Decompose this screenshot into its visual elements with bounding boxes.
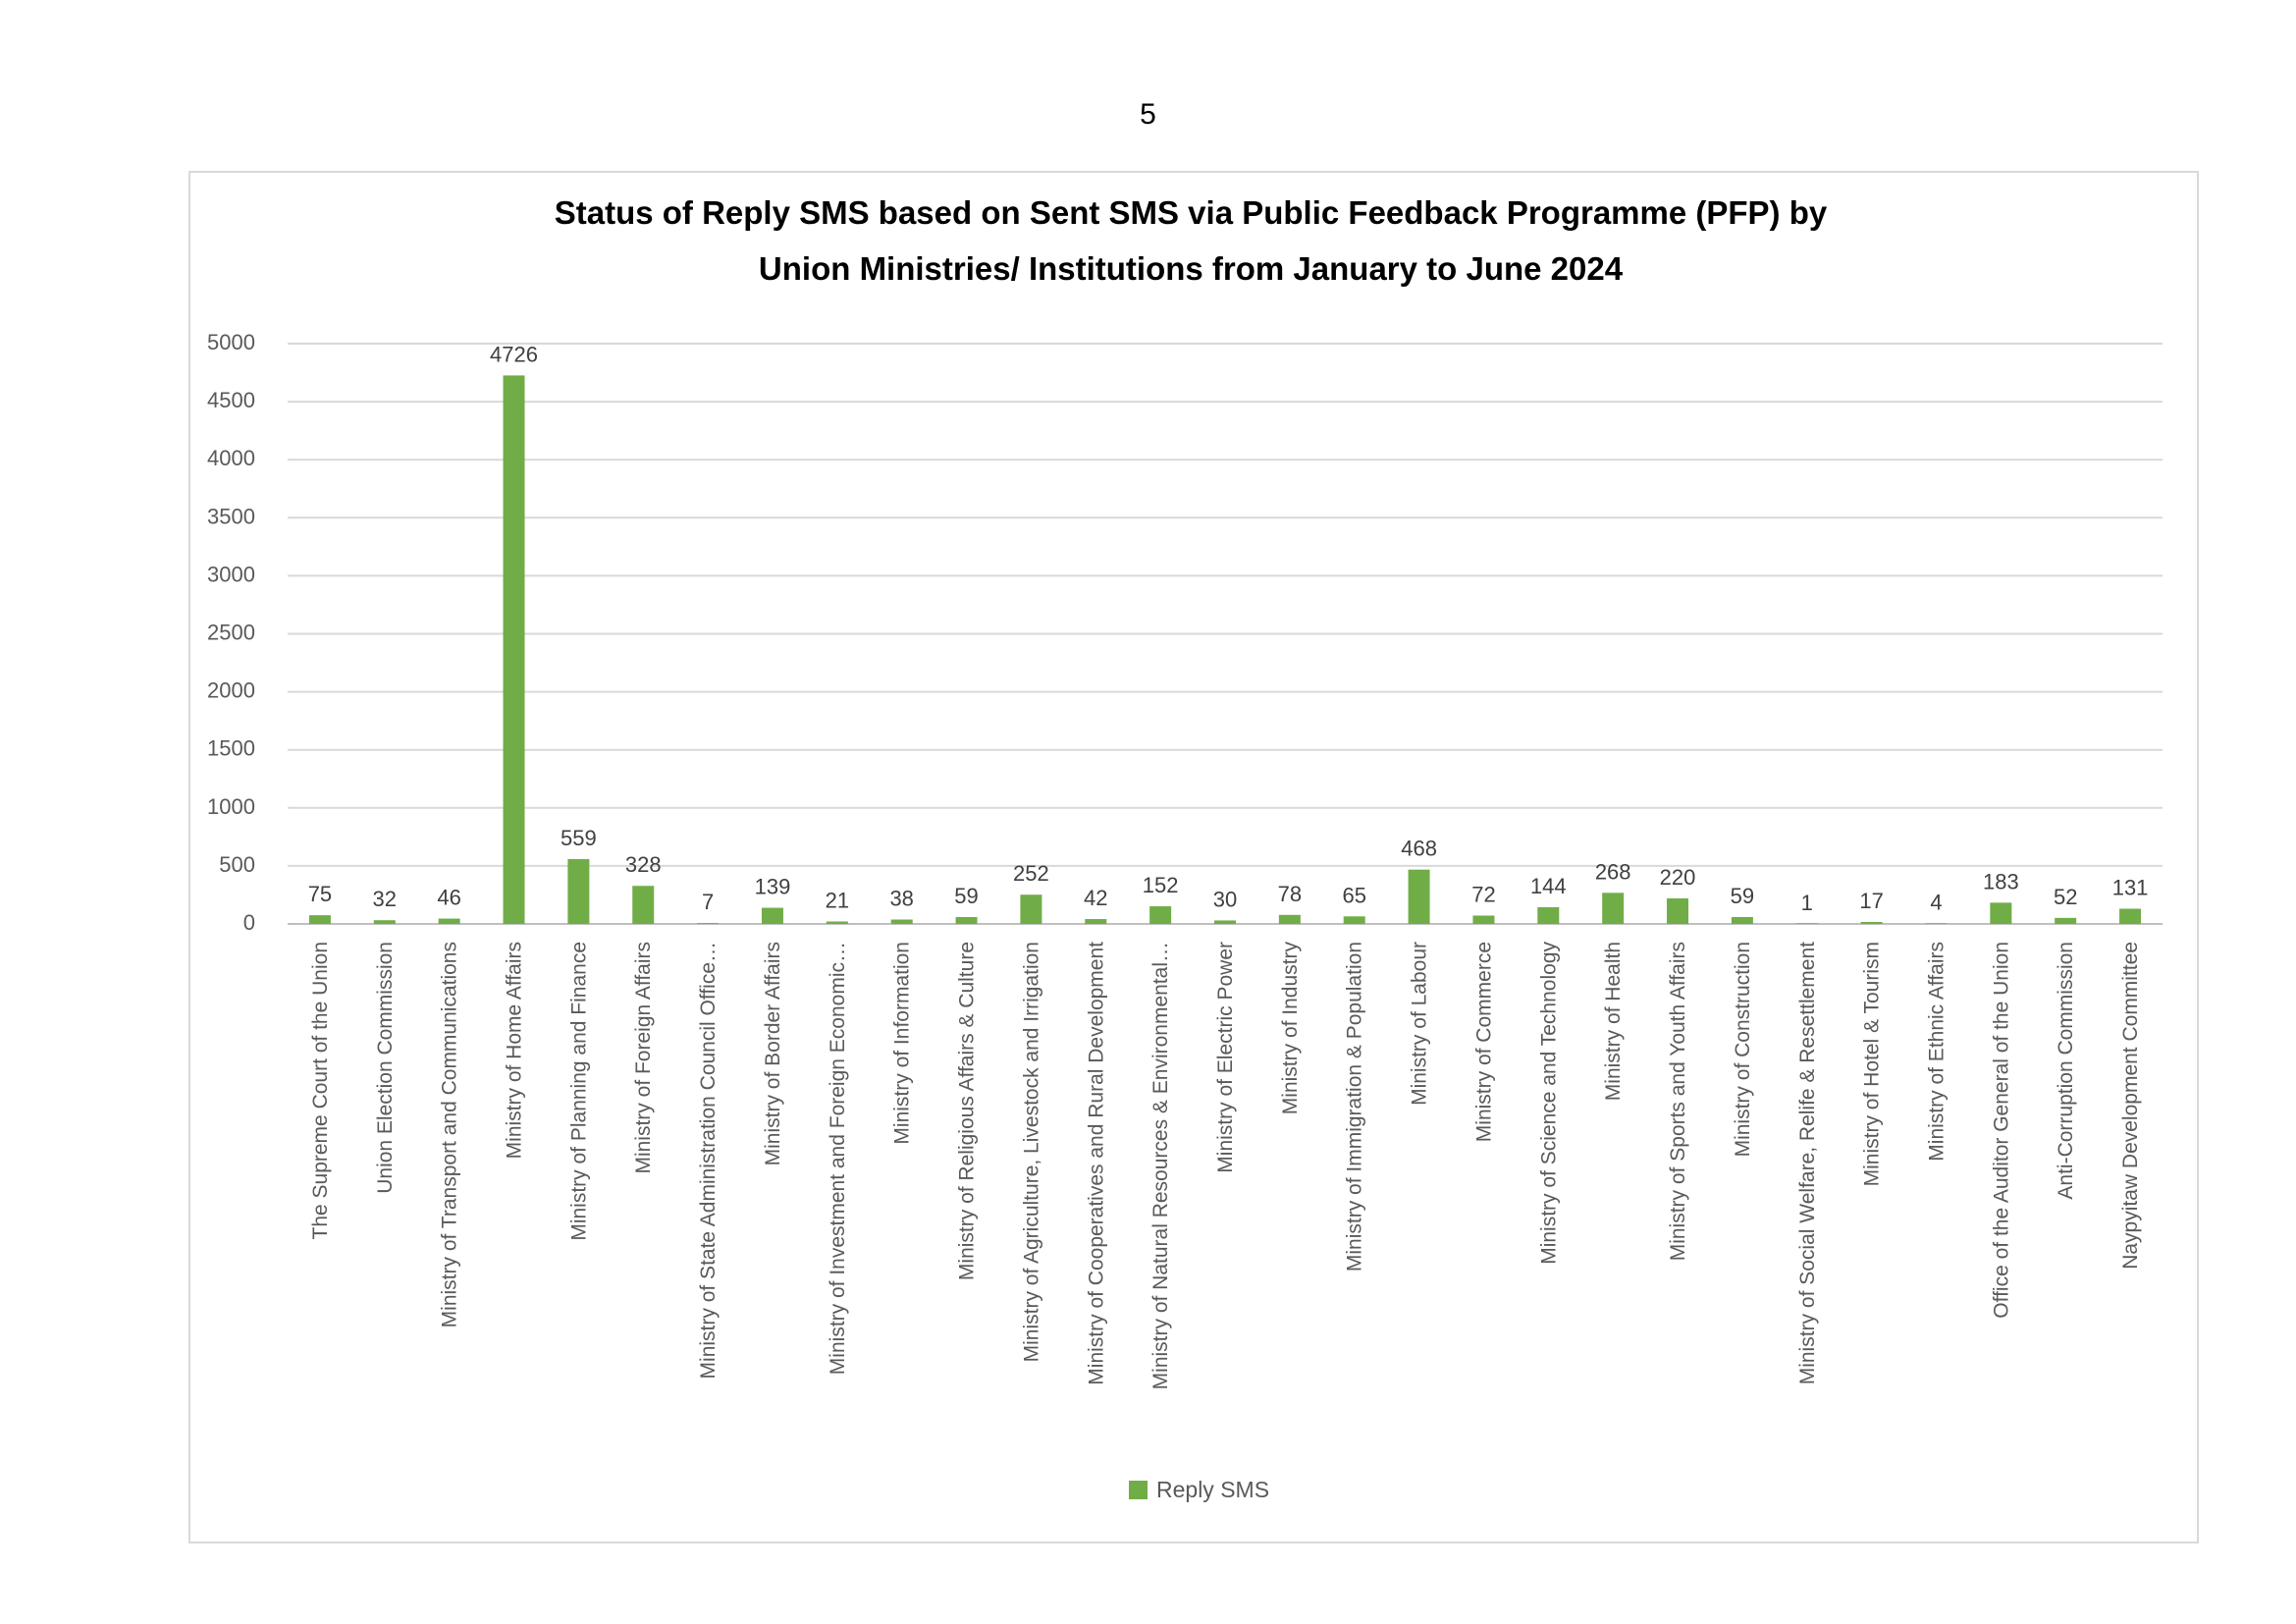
bar bbox=[1667, 898, 1688, 924]
y-tick-label: 5000 bbox=[207, 330, 255, 354]
data-label: 72 bbox=[1471, 882, 1496, 907]
data-label: 252 bbox=[1013, 861, 1049, 887]
data-label: 268 bbox=[1594, 859, 1631, 885]
data-label: 468 bbox=[1401, 836, 1437, 861]
y-tick-label: 1500 bbox=[207, 735, 255, 761]
data-label: 131 bbox=[2111, 875, 2149, 900]
bar bbox=[697, 923, 719, 924]
bar bbox=[1214, 920, 1236, 924]
data-label: 59 bbox=[954, 884, 979, 909]
x-tick-label: Ministry of Electric Power bbox=[1214, 942, 1237, 1173]
data-label: 78 bbox=[1277, 881, 1303, 906]
bar bbox=[891, 920, 913, 924]
bar bbox=[2119, 909, 2141, 924]
data-label: 32 bbox=[372, 887, 398, 912]
y-tick-label: 3000 bbox=[207, 562, 255, 587]
x-tick-label: Ministry of Home Affairs bbox=[503, 942, 526, 1160]
legend-label: Reply SMS bbox=[1156, 1477, 1270, 1502]
bar bbox=[2055, 918, 2076, 924]
data-label: 38 bbox=[889, 886, 914, 911]
bar bbox=[827, 922, 848, 924]
data-label: 1 bbox=[1800, 890, 1813, 915]
y-tick-label: 4000 bbox=[207, 446, 255, 471]
data-label: 4 bbox=[1930, 890, 1943, 915]
data-label: 4726 bbox=[490, 342, 538, 367]
y-tick-label: 3500 bbox=[207, 504, 255, 529]
data-label: 52 bbox=[2053, 884, 2078, 909]
y-tick-label: 1000 bbox=[207, 793, 255, 819]
y-tick-label: 0 bbox=[242, 910, 255, 935]
bar bbox=[1861, 922, 1883, 924]
x-tick-label: Ministry of Ethnic Affairs bbox=[1925, 942, 1949, 1162]
x-tick-label: Ministry of Religious Affairs & Culture bbox=[955, 942, 979, 1281]
x-tick-label: Ministry of Social Welfare, Relife & Resettlement bbox=[1795, 942, 1819, 1385]
data-label: 139 bbox=[754, 874, 791, 899]
y-tick-label: 500 bbox=[219, 851, 255, 877]
x-tick-label: Anti-Corruption Commission bbox=[2055, 942, 2078, 1200]
bar bbox=[1149, 906, 1171, 924]
bar bbox=[1344, 916, 1365, 924]
data-label: 152 bbox=[1142, 873, 1179, 898]
bar bbox=[956, 917, 978, 924]
data-label: 65 bbox=[1342, 883, 1366, 908]
y-tick-label: 2500 bbox=[207, 620, 255, 645]
bar bbox=[1925, 923, 1947, 924]
bar bbox=[1020, 894, 1041, 924]
y-tick-label: 4500 bbox=[207, 388, 255, 413]
data-label: 17 bbox=[1859, 888, 1884, 913]
bar bbox=[1472, 915, 1494, 924]
bar bbox=[1990, 902, 2011, 924]
bar bbox=[632, 886, 654, 924]
data-label: 46 bbox=[437, 885, 461, 910]
bar bbox=[1732, 917, 1753, 924]
page-number: 5 bbox=[1140, 98, 1156, 131]
bar bbox=[504, 375, 525, 924]
x-tick-label: Union Election Commission bbox=[373, 942, 397, 1194]
data-label: 21 bbox=[825, 888, 850, 913]
x-tick-label: Ministry of Labour bbox=[1408, 942, 1431, 1106]
chart-title: Status of Reply SMS based on Sent SMS via Public Feedback Programme (PFP) by bbox=[554, 194, 1828, 231]
x-axis bbox=[309, 942, 2142, 1390]
x-tick-label: Ministry of Investment and Foreign Economic… bbox=[826, 942, 849, 1376]
x-tick-label: Ministry of Foreign Affairs bbox=[632, 942, 656, 1174]
x-tick-label: Ministry of Agriculture, Livestock and Irrigation bbox=[1020, 942, 1043, 1363]
bar bbox=[567, 859, 589, 924]
bar bbox=[309, 915, 331, 924]
x-tick-label: Ministry of Information bbox=[890, 942, 914, 1145]
x-tick-label: Ministry of Natural Resources & Environmental… bbox=[1149, 942, 1173, 1390]
chart-subtitle: Union Ministries/ Institutions from January to June 2024 bbox=[758, 250, 1624, 287]
bar bbox=[374, 920, 396, 924]
x-tick-label: Naypyitaw Development Committee bbox=[2119, 942, 2143, 1270]
data-label: 183 bbox=[1982, 869, 2019, 894]
x-tick-label: Ministry of Transport and Communications bbox=[438, 942, 461, 1328]
x-tick-label: Ministry of Sports and Youth Affairs bbox=[1667, 942, 1690, 1262]
x-tick-label: Ministry of Immigration & Population bbox=[1343, 942, 1366, 1272]
data-label: 559 bbox=[561, 825, 597, 850]
data-labels bbox=[308, 342, 2149, 914]
bar bbox=[1409, 870, 1430, 924]
bar bbox=[1085, 919, 1106, 924]
x-tick-label: Ministry of Border Affairs bbox=[761, 942, 784, 1166]
bar bbox=[762, 908, 783, 924]
legend-swatch bbox=[1129, 1481, 1148, 1499]
data-label: 328 bbox=[624, 852, 662, 878]
x-tick-label: Ministry of Hotel & Tourism bbox=[1860, 942, 1884, 1187]
bar bbox=[1279, 915, 1301, 924]
x-tick-label: Ministry of State Administration Council Office… bbox=[697, 942, 721, 1380]
x-tick-label: Office of the Auditor General of the Union bbox=[1990, 942, 2013, 1319]
x-tick-label: Ministry of Cooperatives and Rural Development bbox=[1085, 942, 1108, 1385]
x-tick-label: Ministry of Industry bbox=[1278, 942, 1302, 1115]
x-tick-label: Ministry of Planning and Finance bbox=[567, 942, 591, 1241]
x-tick-label: Ministry of Science and Technology bbox=[1537, 942, 1561, 1265]
data-label: 75 bbox=[307, 882, 333, 907]
x-tick-label: Ministry of Construction bbox=[1731, 942, 1754, 1158]
y-axis bbox=[207, 330, 255, 935]
bar bbox=[439, 919, 460, 924]
data-label: 220 bbox=[1659, 864, 1696, 890]
data-label: 7 bbox=[701, 890, 715, 915]
data-label: 30 bbox=[1212, 887, 1238, 912]
x-tick-label: Ministry of Health bbox=[1602, 942, 1626, 1102]
data-label: 42 bbox=[1084, 886, 1108, 911]
y-tick-label: 2000 bbox=[207, 677, 255, 703]
legend bbox=[1129, 1477, 1269, 1502]
x-tick-label: Ministry of Commerce bbox=[1472, 942, 1496, 1143]
data-label: 59 bbox=[1730, 884, 1755, 909]
bar bbox=[1602, 893, 1624, 924]
bar bbox=[1537, 907, 1559, 924]
bar bbox=[1796, 923, 1818, 924]
x-tick-label: The Supreme Court of the Union bbox=[308, 942, 332, 1240]
data-label: 144 bbox=[1529, 873, 1567, 898]
